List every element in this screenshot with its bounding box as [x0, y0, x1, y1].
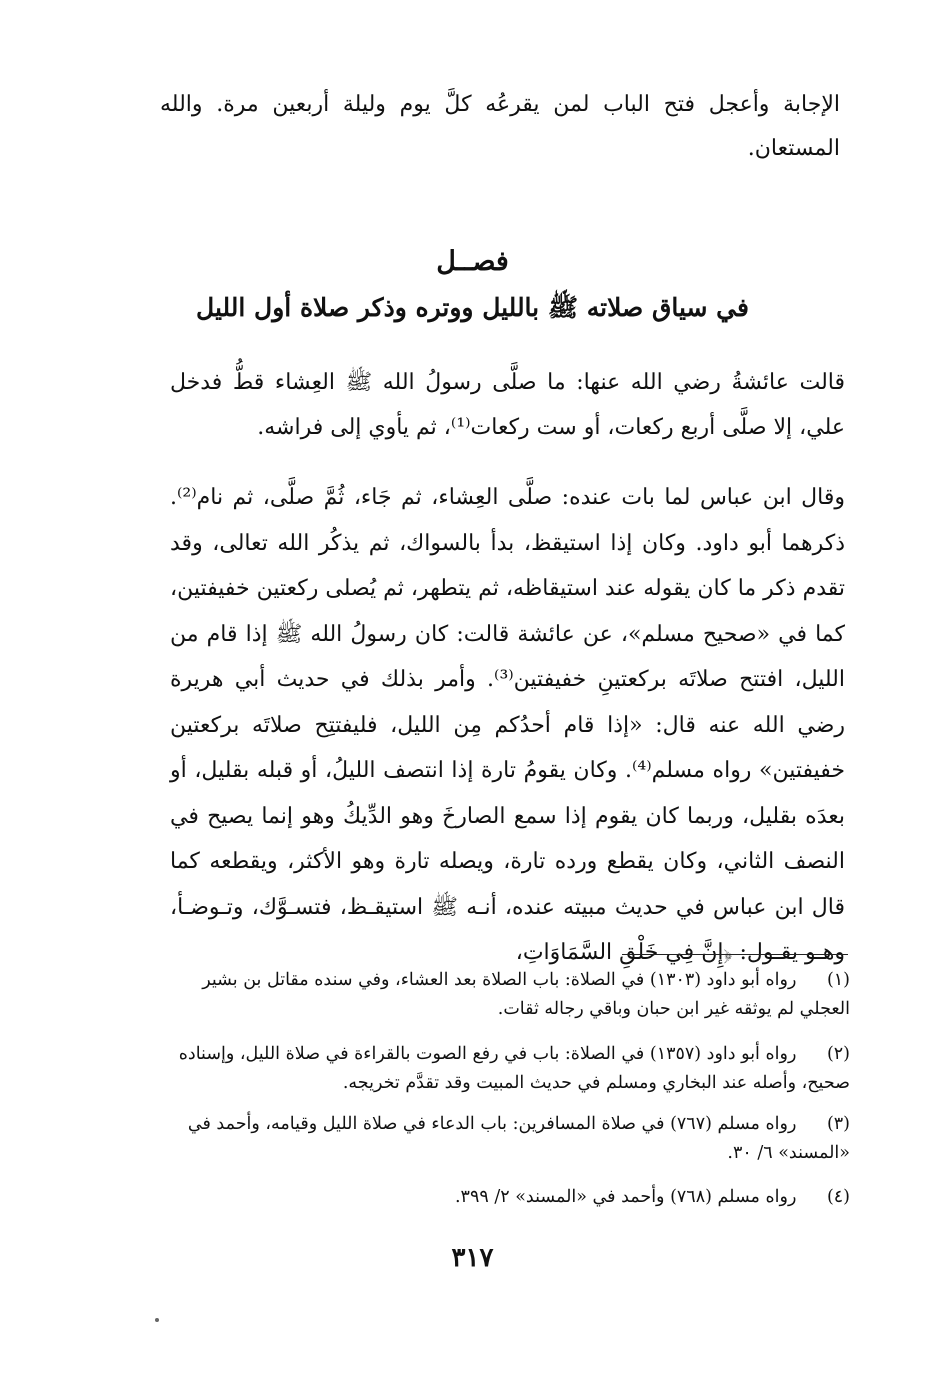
- footnote-4: [178, 1183, 850, 1212]
- footnote-text: رواه أبو داود (١٣٠٣) في الصلاة: باب الصلاة بعد العشاء، وفي سنده مقاتل بن بشير العجلي لم يوثقه غير ابن حبان وباقي رجاله ثقات.: [202, 970, 850, 1019]
- footnote-number: (٣): [826, 1114, 850, 1134]
- footnote-divider: [622, 954, 848, 955]
- footnote-text: رواه أبو داود (١٣٥٧) في الصلاة: باب في رفع الصوت بالقراءة في صلاة الليل، وإسناده صحيح، وأصله عند البخاري ومسلم في حديث المبيت وقد تقدَّم تخريجه.: [178, 1044, 850, 1093]
- footnote-number: (٤): [826, 1187, 850, 1207]
- footnote-number: (١): [826, 970, 850, 990]
- footnote-number: (٢): [826, 1044, 850, 1064]
- body-paragraph-1: قالت عائشةُ رضي الله عنها: ما صلَّى رسولُ الله ﷺ العِشاء قطُّ فدخل علي، إلا صلَّى أربع ركعات، أو ست ركعات⁽¹⁾، ثم يأوي إلى فراشه.: [170, 370, 845, 440]
- footnote-text: رواه مسلم (٧٦٧) في صلاة المسافرين: باب الدعاء في صلاة الليل وقيامه، وأحمد في «المسند» ٦/ ٣٠.: [187, 1114, 850, 1163]
- footnote-1: [178, 966, 850, 1024]
- scan-speck: [155, 1318, 159, 1322]
- intro-paragraph: الإجابة وأعجل فتح الباب لمن يقرعُه كلَّ يوم وليلة أربعين مرة. والله المستعان.: [160, 92, 840, 161]
- footnote-3: [178, 1110, 850, 1168]
- footnote-2: [178, 1040, 850, 1098]
- section-title: في سياق صلاته ﷺ بالليل ووتره وذكر صلاة أول الليل: [196, 293, 749, 322]
- page-number: ٣١٧: [451, 1243, 494, 1273]
- section-label: فصــل: [436, 246, 509, 277]
- body-paragraph-2: وقال ابن عباس لما بات عنده: صلَّى العِشاء، ثم جَاء، ثُمَّ صلَّى، ثم نام⁽²⁾. ذكرهما أبو داود. وكان إذا استيقظ، بدأ بالسواك، ثم يذكُر الله تعالى، وقد تقدم ذكر ما كان يقوله عند استيقاظه، ثم يتطهر، ثم يُصلى ركعتين خفيفتين، كما في «صحيح مسلم»، عن عائشة قالت: كان رسولُ الله ﷺ إذا قام من الليل، افتتح صلاتَه بركعتينِ خفيفتين⁽³⁾. وأمر بذلك في حديث أبي هريرة رضي الله عنه قال: «إذا قام أحدُكم مِن الليل، فليفتتِح صلاتَه بركعتين خفيفتين» رواه مسلم⁽⁴⁾. وكان يقومُ تارة إذا انتصف الليلُ، أو قبله بقليل، أو بعدَه بقليل، وربما كان يقوم إذا سمع الصارخَ وهو الدِّيكُ وهو إنما يصيح في النصف الثاني، وكان يقطع ورده تارة، ويصله تارة وهو الأكثر، ويقطعه كما قال ابن عباس في حديث مبيته عنده، أنـه ﷺ استيقـظ، فتسـوَّك، وتـوضـأ، وهـو يقـول: ﴿إِنَّ فِي خَلْقِ السَّمَاوَاتِ،: [170, 485, 846, 965]
- footnote-text: رواه مسلم (٧٦٨) وأحمد في «المسند» ٢/ ٣٩٩.: [454, 1187, 797, 1207]
